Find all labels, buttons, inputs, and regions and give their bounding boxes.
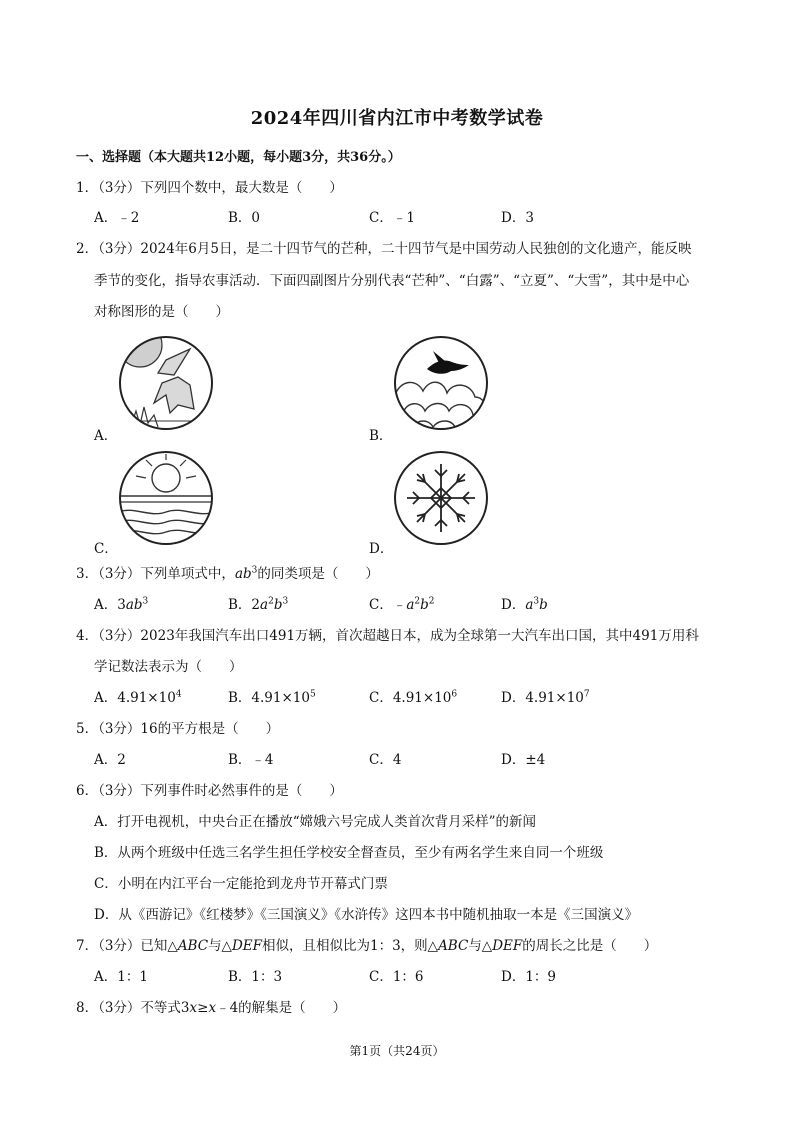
question-1-option-b: B．0 <box>228 210 261 226</box>
question-3-option-c: C．$﹣a^2b^2$ <box>369 596 435 613</box>
question-6-option-d: D．从《西游记》《红楼梦》《三国演义》《水浒传》这四本书中随机抽取一本是《三国演义》 <box>94 907 639 923</box>
question-1-option-d: D．3 <box>501 210 534 226</box>
question-7-option-c: C．1：6 <box>369 969 424 985</box>
daxue-picture-icon <box>393 450 489 546</box>
question-2-option-d: D． <box>369 541 394 557</box>
mangzhong-picture-icon <box>118 335 214 431</box>
question-3-option-d: D．$a^3b$ <box>501 596 548 613</box>
question-3-option-a: A．$3ab^3$ <box>94 596 149 613</box>
question-8-stem: 8．（3分）不等式3x≥x﹣4的解集是（ ） <box>76 1000 347 1016</box>
question-2-option-b: B． <box>369 428 393 444</box>
question-6-stem: 6．（3分）下列事件时必然事件的是（ ） <box>76 783 343 799</box>
question-3-stem: 3．（3分）下列单项式中，$ab^3$的同类项是（ ） <box>76 565 379 582</box>
page-title: 2024年四川省内江市中考数学试卷 <box>250 108 544 129</box>
page-footer: 第1页（共24页） <box>349 1044 445 1058</box>
question-7-option-d: D．1：9 <box>501 969 557 985</box>
question-2-option-c: C． <box>94 541 118 557</box>
question-7-option-a: A．1：1 <box>94 969 148 985</box>
question-2-option-a: A． <box>94 428 118 444</box>
question-7-option-b: B．1：3 <box>228 969 283 985</box>
question-4-option-a: A．$4.91\times 10^4$ <box>94 689 182 706</box>
question-4-option-c: C．$4.91\times 10^6$ <box>369 689 458 706</box>
question-5-option-a: A．2 <box>94 752 126 768</box>
question-5-stem: 5．（3分）16的平方根是（ ） <box>76 721 280 737</box>
question-7-stem: 7．（3分）已知△ABC与△DEF相似，且相似比为1：3，则△ABC与△DEF的周长之比是（ ） <box>76 938 658 954</box>
question-4-stem-line-1: 4．（3分）2023年我国汽车出口491万辆，首次超越日本，成为全球第一大汽车出口国，其中491万用科 <box>76 628 699 644</box>
question-1-option-c: C．﹣1 <box>369 210 415 226</box>
question-1-option-a: A．﹣2 <box>94 210 140 226</box>
question-4-stem-line-2: 学记数法表示为（ ） <box>94 659 243 675</box>
bailu-picture-icon <box>393 335 489 431</box>
question-6-option-c: C．小明在内江平台一定能抢到龙舟节开幕式门票 <box>94 876 388 892</box>
lixia-picture-icon <box>118 450 214 546</box>
section-heading: 一、选择题（本大题共12小题，每小题3分，共36分。） <box>76 150 401 165</box>
question-5-option-d: D．±4 <box>501 752 546 768</box>
question-2-stem-line-3: 对称图形的是（ ） <box>94 304 229 320</box>
question-2-stem-line-1: 2．（3分）2024年6月5日，是二十四节气的芒种，二十四节气是中国劳动人民独创的文化遗产，能反映 <box>76 241 692 257</box>
question-6-option-b: B．从两个班级中任选三名学生担任学校安全督查员，至少有两名学生来自同一个班级 <box>94 845 604 861</box>
question-2-stem-line-2: 季节的变化，指导农事活动．下面四副图片分别代表“芒种”、“白露”、“立夏”、“大雪”，其中是中心 <box>94 273 690 289</box>
question-5-option-c: C．4 <box>369 752 402 768</box>
question-4-option-d: D．$4.91\times 10^7$ <box>501 689 590 706</box>
question-1-stem: 1．（3分）下列四个数中，最大数是（ ） <box>76 180 343 196</box>
question-4-option-b: B．$4.91\times 10^5$ <box>228 689 316 706</box>
question-5-option-b: B．﹣4 <box>228 752 274 768</box>
question-6-option-a: A．打开电视机，中央台正在播放“嫦娥六号完成人类首次背月采样”的新闻 <box>94 814 537 830</box>
question-3-option-b: B．$2a^2b^3$ <box>228 596 289 613</box>
